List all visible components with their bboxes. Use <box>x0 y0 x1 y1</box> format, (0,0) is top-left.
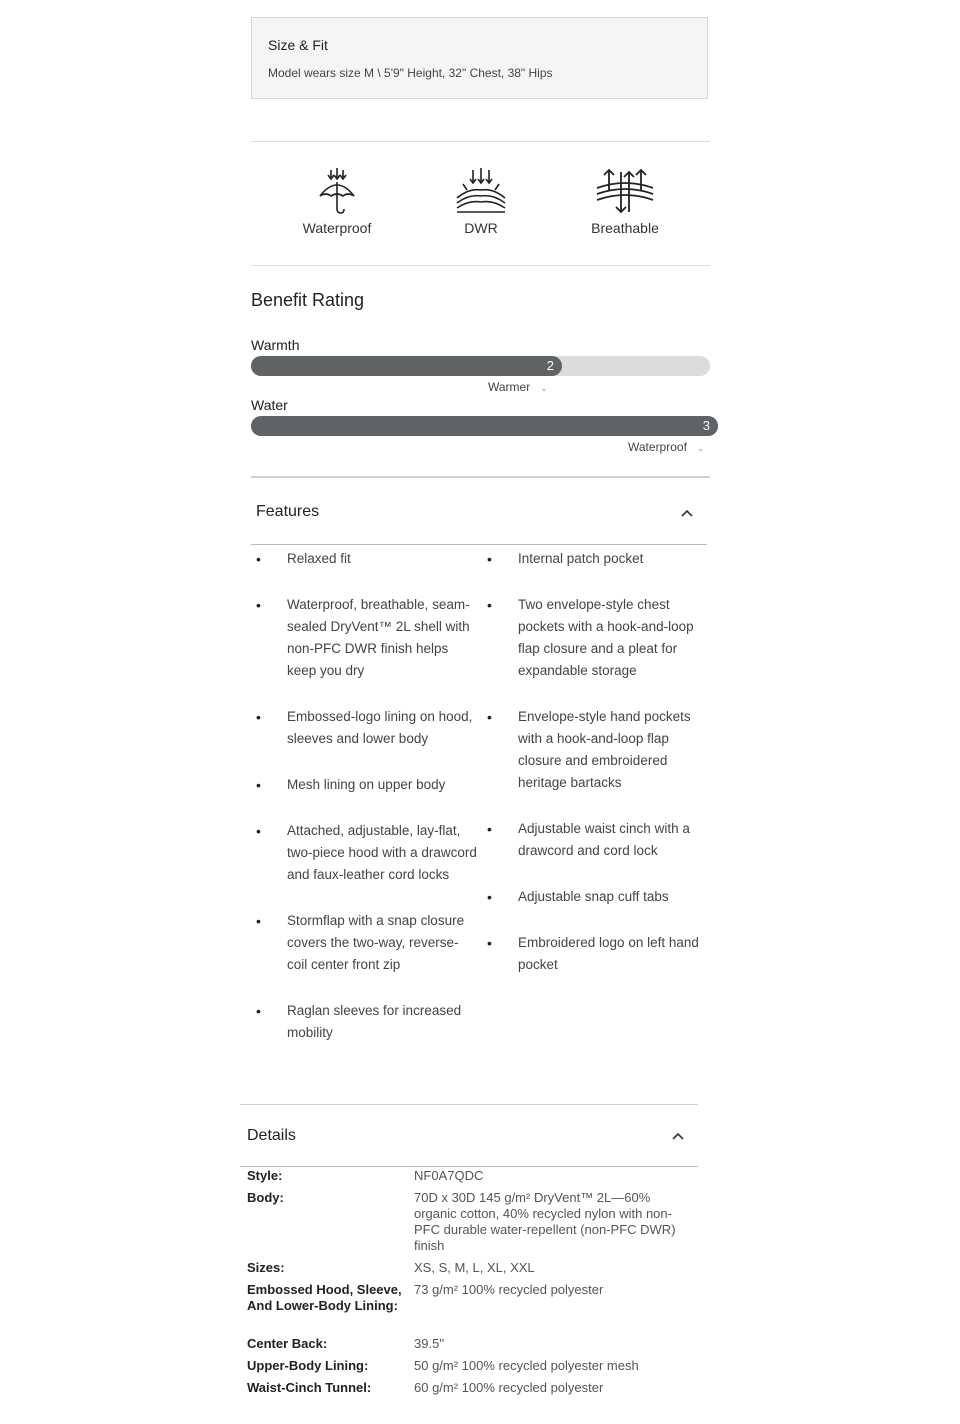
feature-item <box>487 932 708 976</box>
details-value: XS, S, M, L, XL, XXL <box>414 1260 535 1275</box>
feature-item <box>487 548 708 570</box>
details-key: Body: <box>247 1190 284 1205</box>
feature-text: Raglan sleeves for increased mobility <box>287 1003 462 1040</box>
features-list-left <box>256 548 477 1068</box>
tech-label: DWR <box>464 220 498 236</box>
feature-text: Stormflap with a snap closure covers the two-way, reverse-coil center front zip <box>287 913 465 972</box>
feature-text: Attached, adjustable, lay-flat, two-piece hood with a drawcord and faux-leather cord locks <box>287 823 477 882</box>
bullet-icon: • <box>256 709 261 725</box>
details-key: Embossed Hood, Sleeve, And Lower-Body Lining: <box>247 1282 402 1313</box>
features-list-right <box>487 548 708 1000</box>
details-key: Waist-Cinch Tunnel: <box>247 1380 372 1395</box>
details-value: 70D x 30D 145 g/m² DryVent™ 2L—60% organic cotton, 40% recycled nylon with non-PFC durable water-repellent (non-PFC DWR) finish <box>414 1190 676 1253</box>
details-key: Style: <box>247 1168 283 1183</box>
divider <box>240 1166 698 1167</box>
warmth-caption <box>488 380 548 394</box>
feature-text: Adjustable waist cinch with a drawcord and cord lock <box>518 821 690 858</box>
feature-text: Waterproof, breathable, seam-sealed DryVent™ 2L shell with non-PFC DWR finish helps keep you dry <box>287 597 470 678</box>
bullet-icon: • <box>256 823 261 839</box>
tech-dwr <box>421 168 541 236</box>
divider <box>251 265 710 266</box>
feature-item <box>487 594 708 682</box>
details-key: Center Back: <box>247 1336 328 1351</box>
divider <box>251 476 710 478</box>
bullet-icon: • <box>487 821 492 837</box>
feature-item <box>256 706 477 750</box>
caret-down-icon: ⌄ <box>540 383 548 393</box>
bullet-icon: • <box>487 551 492 567</box>
details-key: Sizes: <box>247 1260 285 1275</box>
water-caption <box>628 440 704 454</box>
warmth-rating-bar <box>251 356 710 376</box>
feature-item <box>487 886 708 908</box>
warmth-label: Warmth <box>251 337 300 353</box>
tech-breathable <box>565 168 685 236</box>
chevron-up-icon[interactable] <box>680 506 694 520</box>
feature-text: Embroidered logo on left hand pocket <box>518 935 699 972</box>
dwr-droplets-icon <box>455 168 507 214</box>
feature-item <box>487 706 708 794</box>
details-value: NF0A7QDC <box>414 1168 484 1183</box>
details-key: Upper-Body Lining: <box>247 1358 369 1373</box>
bullet-icon: • <box>487 597 492 613</box>
size-fit-card <box>251 17 708 99</box>
feature-item <box>256 594 477 682</box>
bullet-icon: • <box>256 597 261 613</box>
umbrella-rain-icon <box>317 168 357 214</box>
bullet-icon: • <box>487 889 492 905</box>
bullet-icon: • <box>256 1003 261 1019</box>
details-accordion-title[interactable]: Details <box>247 1127 296 1144</box>
feature-text: Relaxed fit <box>287 551 351 566</box>
tech-waterproof <box>277 168 397 236</box>
feature-text: Embossed-logo lining on hood, sleeves and lower body <box>287 709 473 746</box>
feature-text: Adjustable snap cuff tabs <box>518 889 669 904</box>
size-fit-description: Model wears size M \ 5'9" Height, 32" Chest, 38" Hips <box>268 66 553 80</box>
caret-down-icon: ⌄ <box>696 443 705 453</box>
feature-text: Internal patch pocket <box>518 551 644 566</box>
water-caption-text: Waterproof <box>628 440 687 454</box>
feature-text: Envelope-style hand pockets with a hook-and-loop flap closure and embroidered heritage bartacks <box>518 709 691 790</box>
chevron-up-icon[interactable] <box>671 1129 685 1143</box>
warmth-rating-fill <box>251 356 562 376</box>
bullet-icon: • <box>487 935 492 951</box>
water-rating-value: 3 <box>702 418 710 433</box>
tech-label: Breathable <box>591 220 659 236</box>
divider <box>251 141 710 142</box>
details-value: 50 g/m² 100% recycled polyester mesh <box>414 1358 639 1373</box>
feature-text: Two envelope-style chest pockets with a hook-and-loop flap closure and a pleat for expandable storage <box>518 597 694 678</box>
bullet-icon: • <box>487 709 492 725</box>
water-rating-bar <box>251 416 718 436</box>
feature-item <box>256 910 477 976</box>
details-value: 60 g/m² 100% recycled polyester <box>414 1380 604 1395</box>
feature-item <box>487 818 708 862</box>
breathable-arrows-icon <box>595 168 655 214</box>
details-value: 39.5'' <box>414 1336 445 1351</box>
feature-item <box>256 1000 477 1044</box>
divider <box>251 544 707 545</box>
warmth-caption-text: Warmer <box>488 380 531 394</box>
divider <box>240 1104 698 1105</box>
bullet-icon: • <box>256 777 261 793</box>
feature-item <box>256 820 477 886</box>
feature-item <box>256 774 477 796</box>
details-value: 73 g/m² 100% recycled polyester <box>414 1282 604 1297</box>
features-accordion-title[interactable]: Features <box>256 503 320 520</box>
benefit-rating-title: Benefit Rating <box>251 290 365 310</box>
feature-item <box>256 548 477 570</box>
bullet-icon: • <box>256 913 261 929</box>
feature-text: Mesh lining on upper body <box>287 777 446 792</box>
warmth-rating-value: 2 <box>546 358 554 373</box>
water-rating-fill <box>251 416 718 436</box>
tech-label: Waterproof <box>302 220 372 236</box>
water-label: Water <box>251 397 288 413</box>
size-fit-title: Size & Fit <box>268 37 328 53</box>
bullet-icon: • <box>256 551 261 567</box>
